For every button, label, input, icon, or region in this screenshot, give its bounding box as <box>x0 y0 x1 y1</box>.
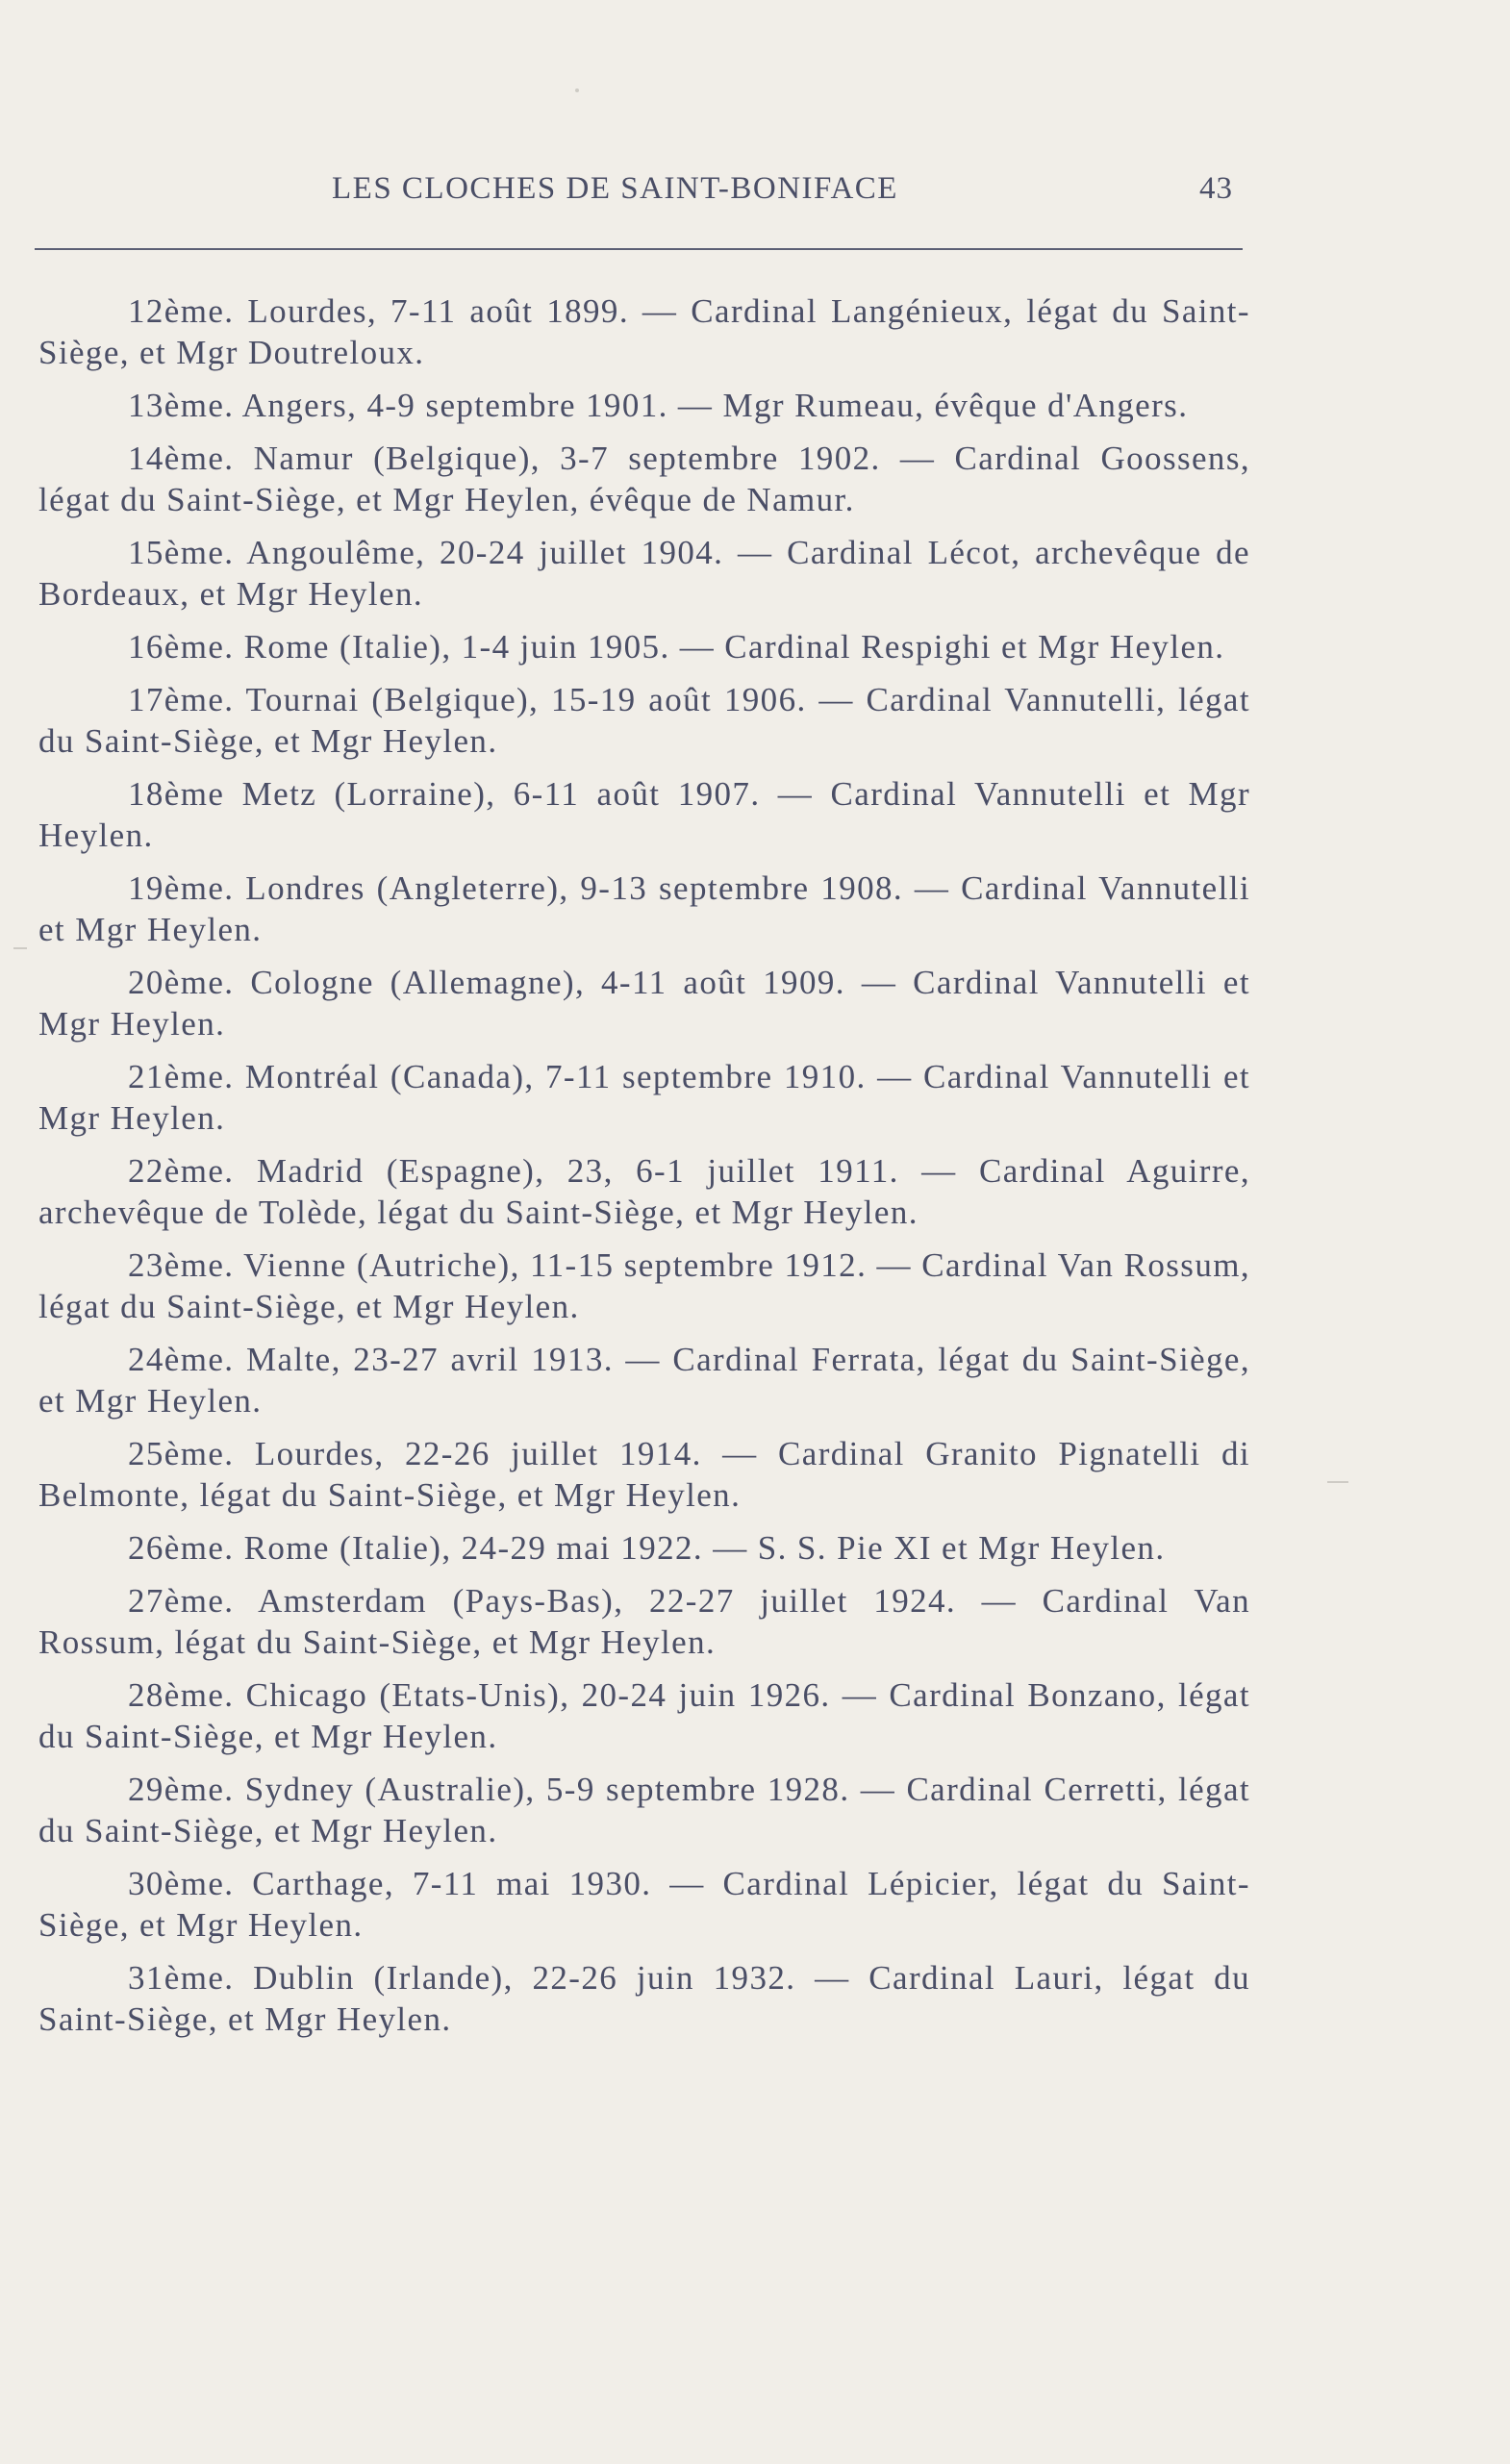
header-rule <box>35 248 1243 250</box>
list-item: 21ème. Montréal (Canada), 7-11 septembre 1910. — Cardinal Vannutelli et Mgr Heylen. <box>38 1058 1250 1137</box>
list-item: 17ème. Tournai (Belgique), 15-19 août 1906. — Cardinal Vannutelli, légat du Saint-Siège, et Mgr Heylen. <box>38 681 1250 760</box>
list-item: 29ème. Sydney (Australie), 5-9 septembre 1928. — Cardinal Cerretti, légat du Saint-Siège, et Mgr Heylen. <box>38 1771 1250 1849</box>
list-item: 28ème. Chicago (Etats-Unis), 20-24 juin 1926. — Cardinal Bonzano, légat du Saint-Siège, et Mgr Heylen. <box>38 1676 1250 1755</box>
list-item: 14ème. Namur (Belgique), 3-7 septembre 1902. — Cardinal Goossens, légat du Saint-Siège, et Mgr Heylen, évêque de Namur. <box>38 440 1250 518</box>
paper-speck <box>13 947 27 949</box>
list-item: 24ème. Malte, 23-27 avril 1913. — Cardinal Ferrata, légat du Saint-Siège, et Mgr Heylen. <box>38 1341 1250 1420</box>
page-number: 43 <box>1199 171 1233 206</box>
running-title: LES CLOCHES DE SAINT-BONIFACE <box>332 171 898 206</box>
list-item: 18ème Metz (Lorraine), 6-11 août 1907. — Cardinal Vannutelli et Mgr Heylen. <box>38 775 1250 854</box>
list-item: 16ème. Rome (Italie), 1-4 juin 1905. — Cardinal Respighi et Mgr Heylen. <box>128 628 1225 666</box>
list-item: 22ème. Madrid (Espagne), 23, 6-1 juillet 1911. — Cardinal Aguirre, archevêque de Tolède, légat du Saint-Siège, et Mgr Heylen. <box>38 1152 1250 1231</box>
list-item: 13ème. Angers, 4-9 septembre 1901. — Mgr Rumeau, évêque d'Angers. <box>128 387 1189 424</box>
list-item: 27ème. Amsterdam (Pays-Bas), 22-27 juillet 1924. — Cardinal Van Rossum, légat du Saint-Siège, et Mgr Heylen. <box>38 1582 1250 1661</box>
congress-list <box>38 290 1250 2051</box>
list-item: 23ème. Vienne (Autriche), 11-15 septembre 1912. — Cardinal Van Rossum, légat du Saint-Siège, et Mgr Heylen. <box>38 1246 1250 1325</box>
list-item: 15ème. Angoulême, 20-24 juillet 1904. — Cardinal Lécot, archevêque de Bordeaux, et Mgr Heylen. <box>38 534 1250 613</box>
list-item: 30ème. Carthage, 7-11 mai 1930. — Cardinal Lépicier, légat du Saint-Siège, et Mgr Heylen. <box>38 1865 1250 1944</box>
paper-speck <box>575 88 579 92</box>
list-item: 25ème. Lourdes, 22-26 juillet 1914. — Cardinal Granito Pignatelli di Belmonte, légat du Saint-Siège, et Mgr Heylen. <box>38 1435 1250 1514</box>
paper-speck <box>1327 1481 1348 1483</box>
page-header <box>0 171 1510 219</box>
list-item: 31ème. Dublin (Irlande), 22-26 juin 1932. — Cardinal Lauri, légat du Saint-Siège, et Mgr Heylen. <box>38 1959 1250 2038</box>
list-item: 12ème. Lourdes, 7-11 août 1899. — Cardinal Langénieux, légat du Saint-Siège, et Mgr Doutreloux. <box>38 292 1250 371</box>
list-item: 19ème. Londres (Angleterre), 9-13 septembre 1908. — Cardinal Vannutelli et Mgr Heylen. <box>38 869 1250 948</box>
list-item: 20ème. Cologne (Allemagne), 4-11 août 1909. — Cardinal Vannutelli et Mgr Heylen. <box>38 964 1250 1043</box>
list-item: 26ème. Rome (Italie), 24-29 mai 1922. — S. S. Pie XI et Mgr Heylen. <box>128 1529 1166 1567</box>
